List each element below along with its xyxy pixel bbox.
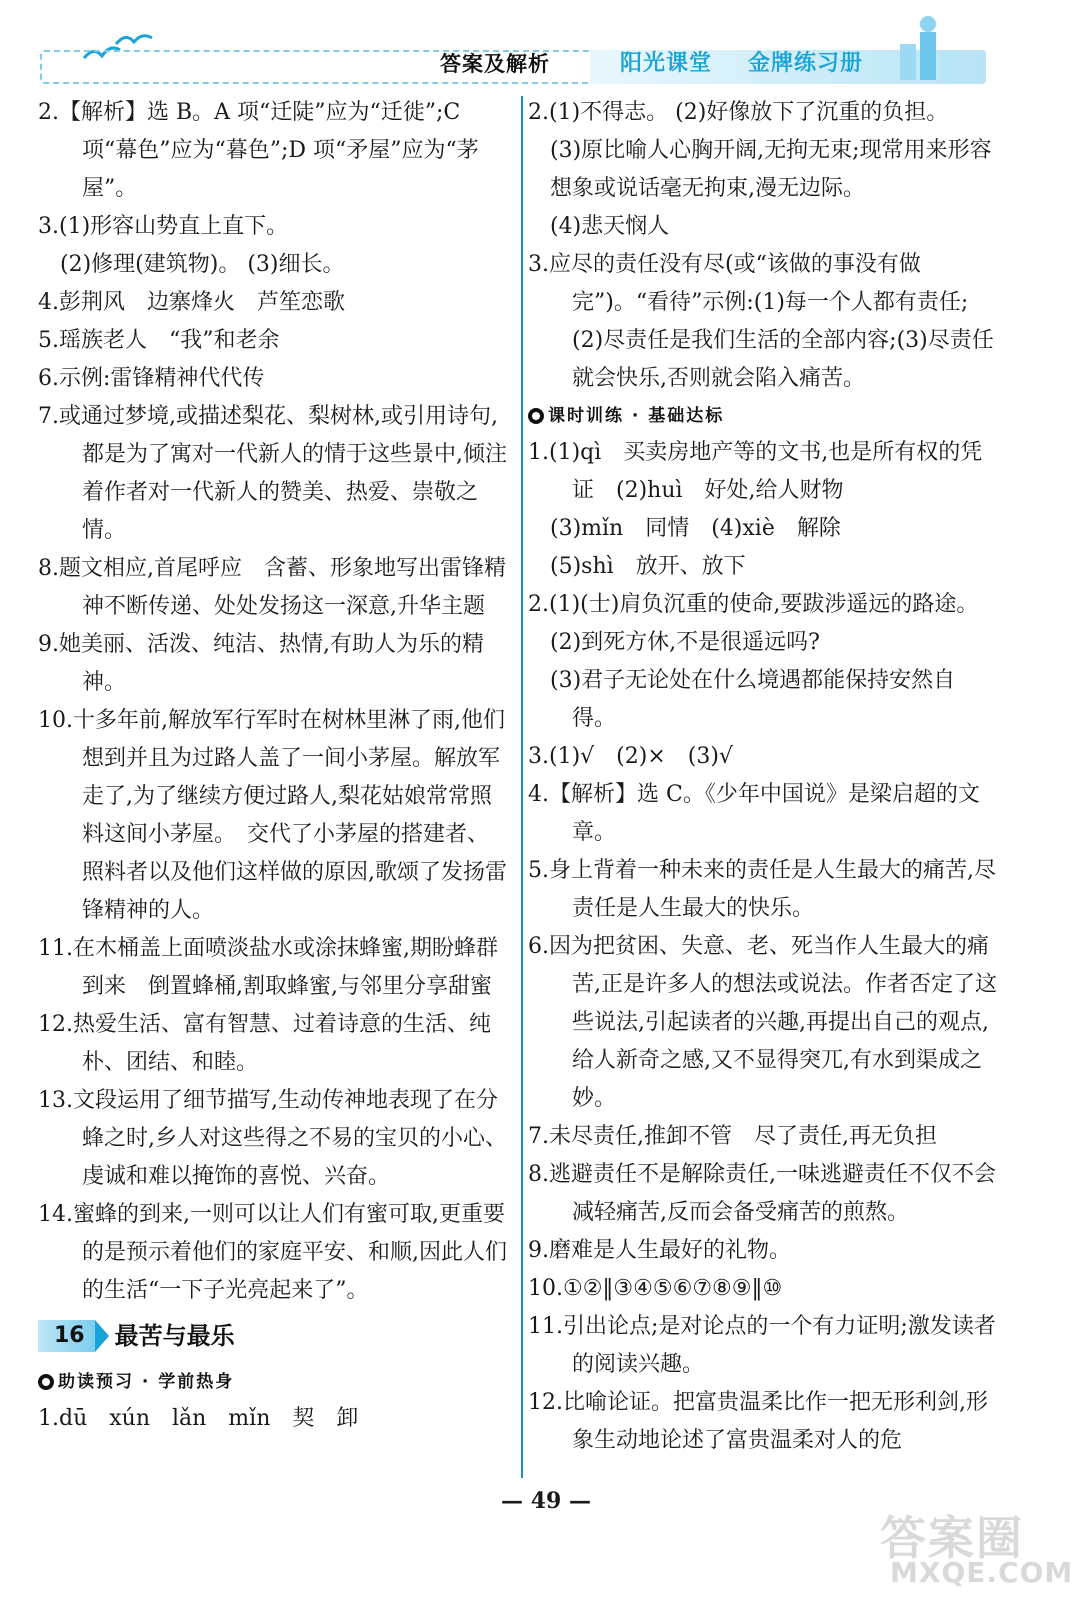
chapter-number: 16 <box>38 1320 95 1352</box>
chapter-heading <box>38 1314 508 1358</box>
answer-item: 6.示例:雷锋精神代代传 <box>38 366 265 391</box>
watermark-url: MXQE.COM <box>890 1556 1074 1589</box>
right-column <box>528 94 998 1460</box>
header-brand-b: 金牌练习册 <box>748 51 864 76</box>
page-number: — 49 — <box>501 1488 591 1514</box>
answer-item: 3.(1)形容山势直上直下。 <box>38 214 289 239</box>
section-title: 助读预习 · 学前热身 <box>58 1372 235 1392</box>
answer-item: 11.引出论点;是对论点的一个有力证明;激发读者的阅读兴趣。 <box>528 1314 996 1377</box>
answer-item: 6.因为把贫困、失意、老、死当作人生最大的痛苦,正是许多人的想法或说法。作者否定了这些说法,引起读者的兴趣,再提出自己的观点,给人新奇之感,又不显得突兀,有水到渠成之妙。 <box>528 934 997 1111</box>
answer-item: 10.十多年前,解放军行军时在树林里淋了雨,他们想到并且为过路人盖了一间小茅屋。解放军走了,为了继续方便过路人,梨花姑娘常常照料这间小茅屋。 交代了小茅屋的搭建者、照料者以及他们这样做的原因,歌颂了发扬雷锋精神的人。 <box>38 708 507 923</box>
answer-item: 12.热爱生活、富有智慧、过着诗意的生活、纯朴、团结、和睦。 <box>38 1012 491 1075</box>
answer-item: (4)悲天悯人 <box>550 214 670 239</box>
answer-item: 8.题文相应,首尾呼应 含蓄、形象地写出雷锋精神不断传递、处处发扬这一深意,升华主题 <box>38 556 506 619</box>
answer-item: 2.【解析】选 B。A 项“迁陡”应为“迁徙”;C 项“幕色”应为“暮色”;D 项“矛屋”应为“茅屋”。 <box>38 100 479 201</box>
column-divider <box>521 96 523 1478</box>
answer-item: 2.(1)不得志。 (2)好像放下了沉重的负担。 <box>528 100 949 125</box>
section-title: 课时训练 · 基础达标 <box>548 406 725 426</box>
answer-item: 2.(1)(士)肩负沉重的使命,要跋涉遥远的路途。 <box>528 592 979 617</box>
left-column <box>38 94 508 1438</box>
answer-item: (3)mǐn 同情 (4)xiè 解除 <box>550 516 841 541</box>
answer-item: 13.文段运用了细节描写,生动传神地表现了在分蜂之时,乡人对这些得之不易的宝贝的小心、虔诚和难以掩饰的喜悦、兴奋。 <box>38 1088 507 1189</box>
answer-item: 3.(1)√ (2)× (3)√ <box>528 744 733 769</box>
answer-item: 9.磨难是人生最好的礼物。 <box>528 1238 791 1263</box>
answer-item: 7.或通过梦境,或描述梨花、梨树林,或引用诗句,都是为了寓对一代新人的情于这些景中,倾注着作者对一代新人的赞美、热爱、崇敬之情。 <box>38 404 507 543</box>
answer-item: 3.应尽的责任没有尽(或“该做的事没有做完”)。“看待”示例:(1)每一个人都有责任;(2)尽责任是我们生活的全部内容;(3)尽责任就会快乐,否则就会陷入痛苦。 <box>528 252 994 391</box>
answer-item: 11.在木桶盖上面喷淡盐水或涂抹蜂蜜,期盼蜂群到来 倒置蜂桶,割取蜂蜜,与邻里分享甜蜜 <box>38 936 498 999</box>
chapter-arrow-icon <box>95 1320 109 1352</box>
answer-item: 8.逃避责任不是解除责任,一味逃避责任不仅不会减轻痛苦,反而会备受痛苦的煎熬。 <box>528 1162 996 1225</box>
answer-item: 5.瑶族老人 “我”和老余 <box>38 328 280 353</box>
section-bullet-icon <box>528 408 544 424</box>
answer-item: (3)原比喻人心胸开阔,无拘无束;现常用来形容想象或说话毫无拘束,漫无边际。 <box>550 138 992 201</box>
header-brand-a: 阳光课堂 <box>620 51 713 76</box>
watermark-logo: 答案圈 <box>880 1511 1024 1565</box>
answer-item: 4.【解析】选 C。《少年中国说》是梁启超的文章。 <box>528 782 980 845</box>
chapter-title: 最苦与最乐 <box>114 1322 235 1350</box>
answer-item: (2)修理(建筑物)。 (3)细长。 <box>60 252 345 277</box>
answer-item: 4.彭荆风 边寨烽火 芦笙恋歌 <box>38 290 345 315</box>
book-stack-icon <box>894 14 974 84</box>
answer-item: 1.(1)qì 买卖房地产等的文书,也是所有权的凭证 (2)huì 好处,给人财物 <box>528 440 983 503</box>
answer-item: 10.①②‖③④⑤⑥⑦⑧⑨‖⑩ <box>528 1276 783 1301</box>
answer-item: 1.dū xún lǎn mǐn 契 卸 <box>38 1406 359 1431</box>
section-bullet-icon <box>38 1374 54 1390</box>
page-header <box>0 0 1092 100</box>
answer-item: 5.身上背着一种未来的责任是人生最大的痛苦,尽责任是人生最大的快乐。 <box>528 858 996 921</box>
section-heading-training <box>528 398 998 434</box>
header-answer-title: 答案及解析 <box>440 52 550 76</box>
answer-item: 9.她美丽、活泼、纯洁、热情,有助人为乐的精神。 <box>38 632 484 695</box>
answer-item: 12.比喻论证。把富贵温柔比作一把无形利剑,形象生动地论述了富贵温柔对人的危 <box>528 1390 988 1453</box>
section-heading-preview <box>38 1364 508 1400</box>
answer-item: 7.未尽责任,推卸不管 尽了责任,再无负担 <box>528 1124 937 1149</box>
answer-item: 14.蜜蜂的到来,一则可以让人们有蜜可取,更重要的是预示着他们的家庭平安、和顺,因此人们的生活“一下子光亮起来了”。 <box>38 1202 507 1303</box>
answer-item: (3)君子无论处在什么境遇都能保持安然自得。 <box>550 668 956 731</box>
answer-item: (5)shì 放开、放下 <box>550 554 746 579</box>
answer-item: (2)到死方休,不是很遥远吗? <box>550 630 820 655</box>
